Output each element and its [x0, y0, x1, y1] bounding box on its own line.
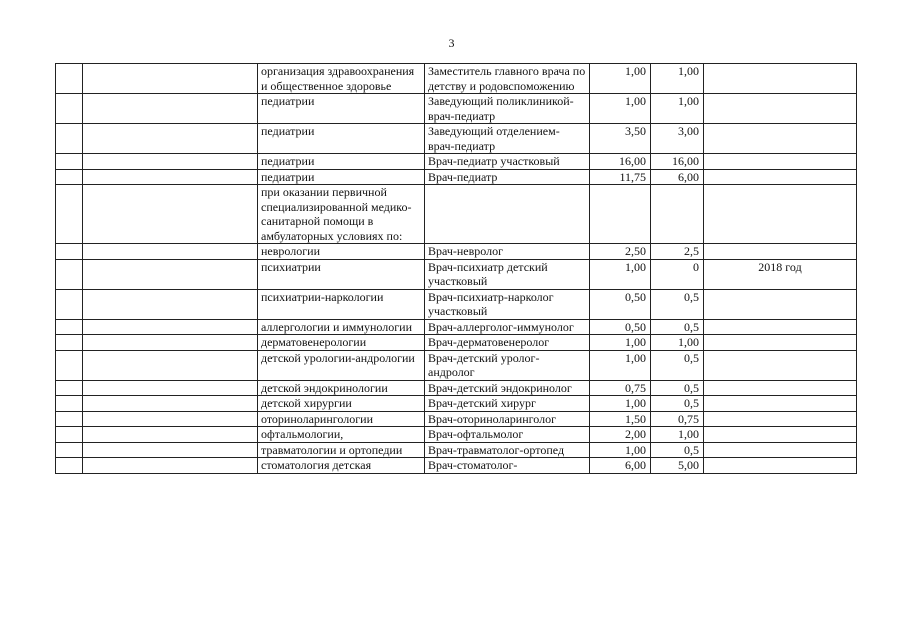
code-cell [83, 259, 258, 289]
rate-actual-cell: 0,75 [651, 411, 704, 427]
code-cell [83, 458, 258, 474]
row-number-cell [56, 319, 83, 335]
rate-actual-cell: 1,00 [651, 94, 704, 124]
table-row [56, 350, 857, 380]
code-cell [83, 185, 258, 244]
note-cell [704, 94, 857, 124]
note-cell [704, 64, 857, 94]
position-cell: Врач-психиатр-нарколог участковый [425, 289, 590, 319]
code-cell [83, 94, 258, 124]
page-number: 3 [448, 36, 455, 50]
code-cell [83, 350, 258, 380]
rate-actual-cell: 0 [651, 259, 704, 289]
table-row [56, 458, 857, 474]
position-cell: Заместитель главного врача по детству и родовспоможению [425, 64, 590, 94]
profile-cell: педиатрии [258, 154, 425, 170]
code-cell [83, 442, 258, 458]
code-cell [83, 380, 258, 396]
note-cell [704, 185, 857, 244]
note-cell [704, 442, 857, 458]
code-cell [83, 169, 258, 185]
rate-actual-cell: 2,5 [651, 244, 704, 260]
row-number-cell [56, 442, 83, 458]
row-number-cell [56, 396, 83, 412]
profile-cell: детской урологии-андрологии [258, 350, 425, 380]
code-cell [83, 124, 258, 154]
code-cell [83, 64, 258, 94]
rate-planned-cell: 1,00 [590, 259, 651, 289]
code-cell [83, 335, 258, 351]
position-cell: Врач-дерматовенеролог [425, 335, 590, 351]
note-cell [704, 335, 857, 351]
row-number-cell [56, 335, 83, 351]
row-number-cell [56, 350, 83, 380]
rate-planned-cell: 1,00 [590, 94, 651, 124]
table-row [56, 319, 857, 335]
table-row [56, 64, 857, 94]
profile-cell: психиатрии [258, 259, 425, 289]
row-number-cell [56, 154, 83, 170]
position-cell: Врач-травматолог-ортопед [425, 442, 590, 458]
table-row [56, 411, 857, 427]
position-cell: Врач-детский эндокринолог [425, 380, 590, 396]
rate-planned-cell: 1,00 [590, 350, 651, 380]
note-cell [704, 124, 857, 154]
row-number-cell [56, 185, 83, 244]
row-number-cell [56, 124, 83, 154]
profile-cell: офтальмологии, [258, 427, 425, 443]
position-cell: Врач-стоматолог- [425, 458, 590, 474]
position-cell: Врач-детский уролог-андролог [425, 350, 590, 380]
code-cell [83, 319, 258, 335]
profile-cell: оториноларингологии [258, 411, 425, 427]
rate-planned-cell: 1,00 [590, 64, 651, 94]
row-number-cell [56, 289, 83, 319]
rate-actual-cell: 16,00 [651, 154, 704, 170]
profile-cell: при оказании первичной специализированной медико-санитарной помощи в амбулаторных условиях по: [258, 185, 425, 244]
position-cell: Врач-аллерголог-иммунолог [425, 319, 590, 335]
staffing-table [55, 63, 857, 474]
note-cell [704, 289, 857, 319]
rate-actual-cell [651, 185, 704, 244]
note-cell [704, 396, 857, 412]
table-row [56, 335, 857, 351]
row-number-cell [56, 244, 83, 260]
code-cell [83, 244, 258, 260]
rate-planned-cell: 11,75 [590, 169, 651, 185]
note-cell [704, 350, 857, 380]
rate-planned-cell: 16,00 [590, 154, 651, 170]
position-cell: Врач-детский хирург [425, 396, 590, 412]
profile-cell: травматологии и ортопедии [258, 442, 425, 458]
rate-actual-cell: 0,5 [651, 319, 704, 335]
code-cell [83, 154, 258, 170]
position-cell: Врач-офтальмолог [425, 427, 590, 443]
rate-actual-cell: 5,00 [651, 458, 704, 474]
rate-planned-cell [590, 185, 651, 244]
note-cell [704, 154, 857, 170]
note-cell [704, 244, 857, 260]
position-cell: Заведующий отделением-врач-педиатр [425, 124, 590, 154]
rate-planned-cell: 3,50 [590, 124, 651, 154]
position-cell: Заведующий поликлиникой-врач-педиатр [425, 94, 590, 124]
note-cell [704, 411, 857, 427]
rate-planned-cell: 6,00 [590, 458, 651, 474]
code-cell [83, 289, 258, 319]
profile-cell: педиатрии [258, 169, 425, 185]
rate-actual-cell: 3,00 [651, 124, 704, 154]
table-row [56, 442, 857, 458]
profile-cell: детской хирургии [258, 396, 425, 412]
position-cell: Врач-педиатр участковый [425, 154, 590, 170]
rate-planned-cell: 1,00 [590, 442, 651, 458]
rate-planned-cell: 1,50 [590, 411, 651, 427]
position-cell: Врач-оториноларинголог [425, 411, 590, 427]
rate-actual-cell: 0,5 [651, 350, 704, 380]
note-cell [704, 319, 857, 335]
rate-planned-cell: 2,50 [590, 244, 651, 260]
profile-cell: детской эндокринологии [258, 380, 425, 396]
row-number-cell [56, 94, 83, 124]
profile-cell: дерматовенерологии [258, 335, 425, 351]
profile-cell: педиатрии [258, 94, 425, 124]
profile-cell: организация здравоохранения и общественное здоровье [258, 64, 425, 94]
rate-actual-cell: 0,5 [651, 289, 704, 319]
table-row [56, 427, 857, 443]
rate-planned-cell: 2,00 [590, 427, 651, 443]
position-cell: Врач-педиатр [425, 169, 590, 185]
table-row [56, 124, 857, 154]
code-cell [83, 427, 258, 443]
table-row [56, 289, 857, 319]
row-number-cell [56, 169, 83, 185]
row-number-cell [56, 380, 83, 396]
rate-actual-cell: 6,00 [651, 169, 704, 185]
table-row [56, 169, 857, 185]
position-cell: Врач-психиатр детский участковый [425, 259, 590, 289]
table-row [56, 259, 857, 289]
profile-cell: педиатрии [258, 124, 425, 154]
rate-actual-cell: 0,5 [651, 380, 704, 396]
table-row [56, 380, 857, 396]
profile-cell: психиатрии-наркологии [258, 289, 425, 319]
note-cell [704, 380, 857, 396]
table-row [56, 94, 857, 124]
position-cell: Врач-невролог [425, 244, 590, 260]
rate-planned-cell: 0,50 [590, 289, 651, 319]
note-cell [704, 169, 857, 185]
row-number-cell [56, 259, 83, 289]
row-number-cell [56, 458, 83, 474]
rate-actual-cell: 1,00 [651, 335, 704, 351]
code-cell [83, 411, 258, 427]
rate-actual-cell: 1,00 [651, 427, 704, 443]
rate-actual-cell: 1,00 [651, 64, 704, 94]
profile-cell: неврологии [258, 244, 425, 260]
position-cell [425, 185, 590, 244]
rate-actual-cell: 0,5 [651, 442, 704, 458]
table-row [56, 244, 857, 260]
rate-planned-cell: 0,75 [590, 380, 651, 396]
rate-planned-cell: 1,00 [590, 396, 651, 412]
rate-planned-cell: 0,50 [590, 319, 651, 335]
note-cell [704, 427, 857, 443]
row-number-cell [56, 411, 83, 427]
rate-planned-cell: 1,00 [590, 335, 651, 351]
profile-cell: стоматология детская [258, 458, 425, 474]
profile-cell: аллергологии и иммунологии [258, 319, 425, 335]
table-row [56, 396, 857, 412]
rate-actual-cell: 0,5 [651, 396, 704, 412]
row-number-cell [56, 427, 83, 443]
row-number-cell [56, 64, 83, 94]
note-cell: 2018 год [704, 259, 857, 289]
note-cell [704, 458, 857, 474]
table-row [56, 154, 857, 170]
table-row [56, 185, 857, 244]
code-cell [83, 396, 258, 412]
